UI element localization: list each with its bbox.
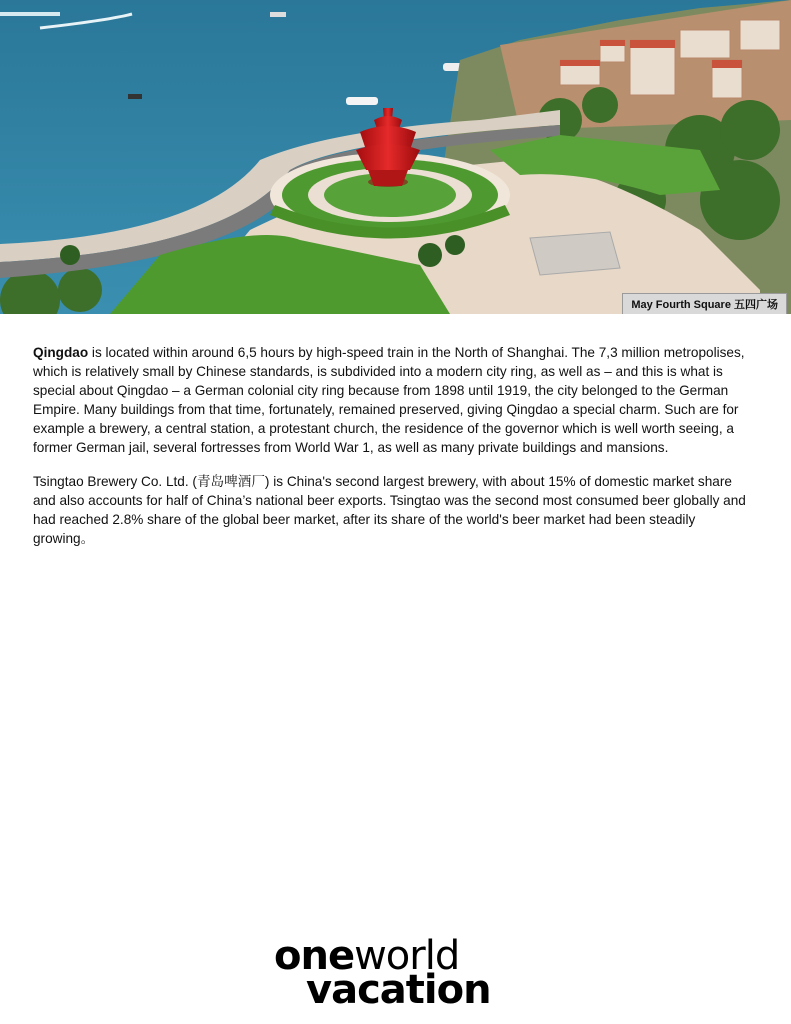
- article-body: [33, 343, 757, 562]
- may-fourth-square-photo: [0, 0, 791, 314]
- paragraph-qingdao: [33, 343, 757, 458]
- logo-vacation: vacation: [306, 967, 491, 1013]
- oneworld-vacation-logo: [274, 933, 534, 1013]
- paragraph-lead: Qingdao: [33, 345, 89, 360]
- logo-world: world: [354, 933, 460, 979]
- image-caption: May Fourth Square 五四广场: [622, 293, 787, 314]
- paragraph-tsingtao: Tsingtao Brewery Co. Ltd. (青岛啤酒厂) is China's second largest brewery, with about 15% of domestic market share and also accounts for half of China’s national beer exports. Tsingtao was the second most consumed beer globally and had reached 2.8% share of the global beer market, after its share of the world's beer market had been steadily growing。: [33, 473, 746, 546]
- logo-one: one: [274, 933, 355, 979]
- hero-image: [0, 0, 791, 314]
- paragraph-text: is located within around 6,5 hours by high-speed train in the North of Shanghai. The 7,3 million metropolises, which is relatively small by Chinese standards, is subdivided into a modern city ring, as well as – and this is what is special about Qingdao – a German colonial city ring because from 1898 until 1919, the city belonged to the German Empire. Many buildings from that time, fortunately, remained preserved, giving Qingdao a special charm. Such are for example a brewery, a central station, a protestant church, the residence of the governor which is well worth seeing, a former German jail, several fortresses from World War 1, as well as many private buildings and mansions.: [33, 345, 745, 456]
